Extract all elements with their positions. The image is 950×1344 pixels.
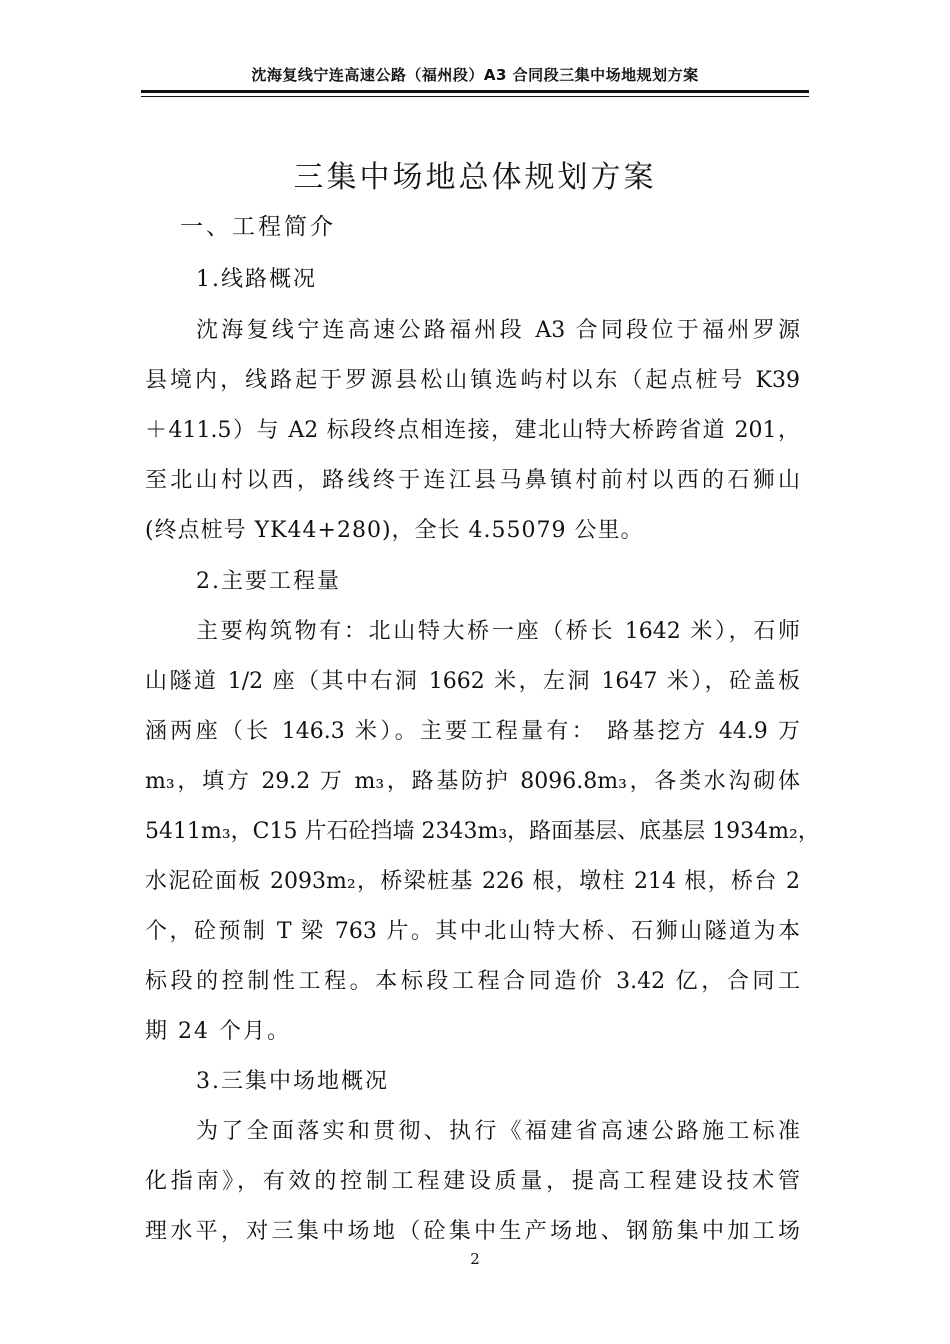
paragraph-line: 县境内，线路起于罗源县松山镇选屿村以东（起点桩号 K39: [145, 368, 800, 393]
subsection-heading-3: 3.三集中场地概况: [196, 1069, 389, 1094]
page-number: 2: [470, 1250, 480, 1268]
header-rule-thick: [141, 90, 809, 93]
document-title: 三集中场地总体规划方案: [293, 160, 657, 195]
paragraph-line: 沈海复线宁连高速公路福州段 A3 合同段位于福州罗源: [196, 318, 800, 343]
paragraph-line: 个，砼预制 T 梁 763 片。其中北山特大桥、石狮山隧道为本: [145, 919, 800, 944]
paragraph-line: m₃，填方 29.2 万 m₃，路基防护 8096.8m₃，各类水沟砌体: [145, 769, 800, 794]
paragraph-line: ＋411.5）与 A2 标段终点相连接，建北山特大桥跨省道 201，: [145, 418, 800, 443]
paragraph-line: 山隧道 1/2 座（其中右洞 1662 米，左洞 1647 米），砼盖板: [145, 669, 800, 694]
paragraph-line: 为了全面落实和贯彻、执行《福建省高速公路施工标准: [196, 1119, 800, 1144]
paragraph-line: (终点桩号 YK44+280)，全长 4.55079 公里。: [145, 518, 644, 543]
paragraph-line: 至北山村以西，路线终于连江县马鼻镇村前村以西的石狮山: [145, 468, 800, 493]
paragraph-line: 主要构筑物有：北山特大桥一座（桥长 1642 米），石师: [196, 619, 800, 644]
subsection-heading-1: 1.线路概况: [196, 267, 317, 292]
paragraph-line: 期 24 个月。: [145, 1019, 291, 1044]
paragraph-line: 涵两座（长 146.3 米）。主要工程量有： 路基挖方 44.9 万: [145, 719, 800, 744]
subsection-heading-2: 2.主要工程量: [196, 569, 341, 594]
paragraph-line: 理水平，对三集中场地（砼集中生产场地、钢筋集中加工场: [145, 1219, 800, 1244]
paragraph-line: 化指南》，有效的控制工程建设质量，提高工程建设技术管: [145, 1169, 800, 1194]
section-heading: 一、工程简介: [180, 214, 336, 240]
paragraph-line: 水泥砼面板 2093m₂，桥梁桩基 226 根，墩柱 214 根，桥台 2: [145, 869, 800, 894]
running-header: 沈海复线宁连高速公路（福州段）A3 合同段三集中场地规划方案: [251, 66, 699, 84]
paragraph-line: 5411m₃，C15 片石砼挡墙 2343m₃，路面基层、底基层 1934m₂，: [145, 819, 820, 844]
header-rule-thin: [141, 96, 809, 97]
paragraph-line: 标段的控制性工程。本标段工程合同造价 3.42 亿，合同工: [145, 969, 800, 994]
